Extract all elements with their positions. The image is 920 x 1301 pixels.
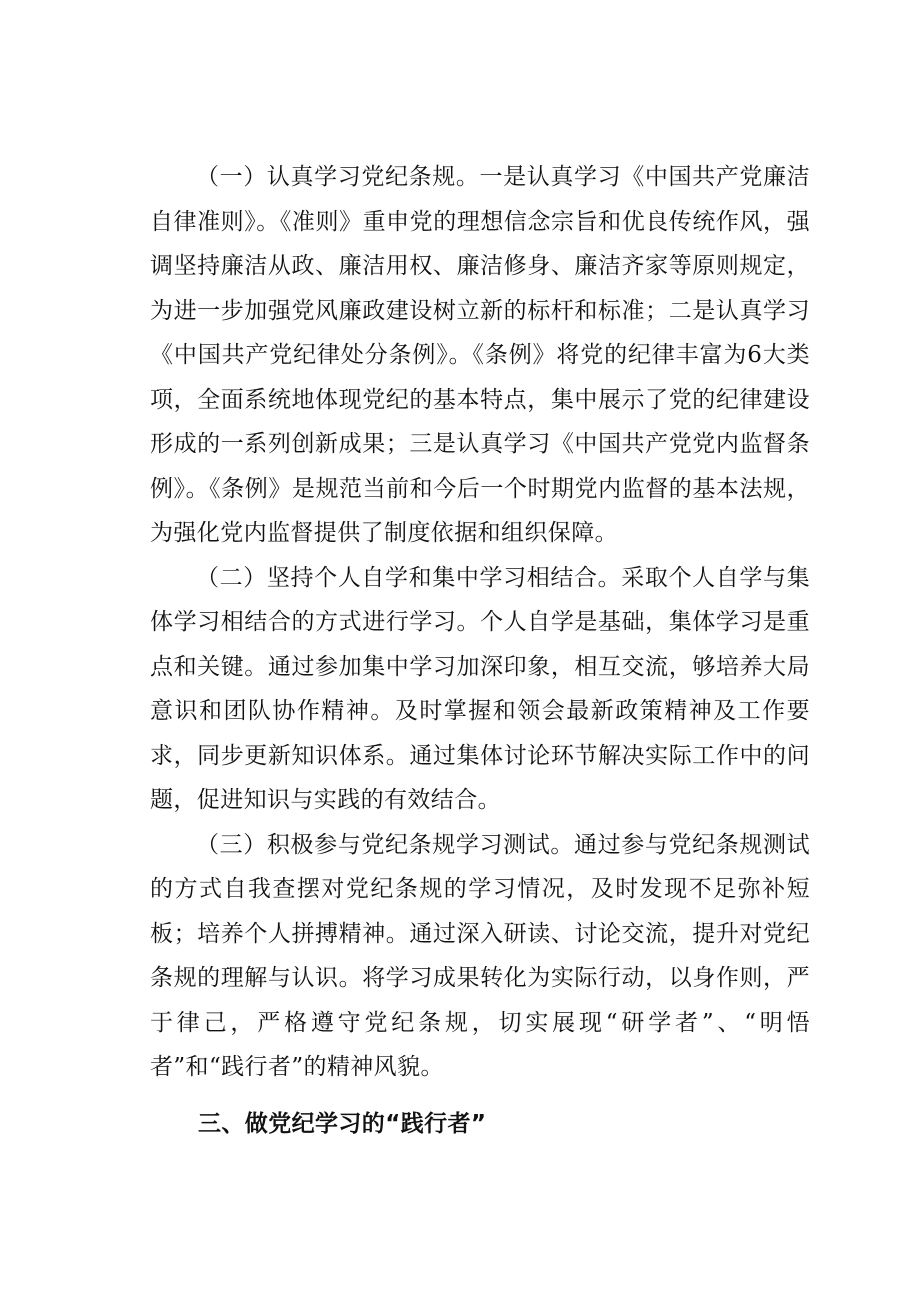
document-body (150, 155, 810, 1146)
paragraph-study-regulations: （一）认真学习党纪条规。一是认真学习《中国共产党廉洁自律准则》。《准则》重申党的理想信念宗旨和优良传统作风，强调坚持廉洁从政、廉洁用权、廉洁修身、廉洁齐家等原则规定，为进一步加强党风廉政建设树立新的标杆和标准；二是认真学习《中国共产党纪律处分条例》。《条例》将党的纪律丰富为6大类项，全面系统地体现党纪的基本特点，集中展示了党的纪律建设形成的一系列创新成果；三是认真学习《中国共产党党内监督条例》。《条例》是规范当前和今后一个时期党内监督的基本法规，为强化党内监督提供了制度依据和组织保障。 (150, 164, 810, 546)
paragraph-self-and-group-study: （二）坚持个人自学和集中学习相结合。采取个人自学与集体学习相结合的方式进行学习。个人自学是基础，集体学习是重点和关键。通过参加集中学习加深印象，相互交流，够培养大局意识和团队协作精神。及时掌握和领会最新政策精神及工作要求，同步更新知识体系。通过集体讨论环节解决实际工作中的问题，促进知识与实践的有效结合。 (150, 564, 810, 813)
section-heading: 三、做党纪学习的“践行者” (198, 1110, 487, 1137)
paragraph-regulation-test: （三）积极参与党纪条规学习测试。通过参与党纪条规测试的方式自我查摆对党纪条规的学习情况，及时发现不足弥补短板；培养个人拼搏精神。通过深入研读、讨论交流，提升对党纪条规的理解与认识。将学习成果转化为实际行动，以身作则，严于律己，严格遵守党纪条规，切实展现“研学者”、“明悟者”和“践行者”的精神风貌。 (150, 831, 810, 1080)
